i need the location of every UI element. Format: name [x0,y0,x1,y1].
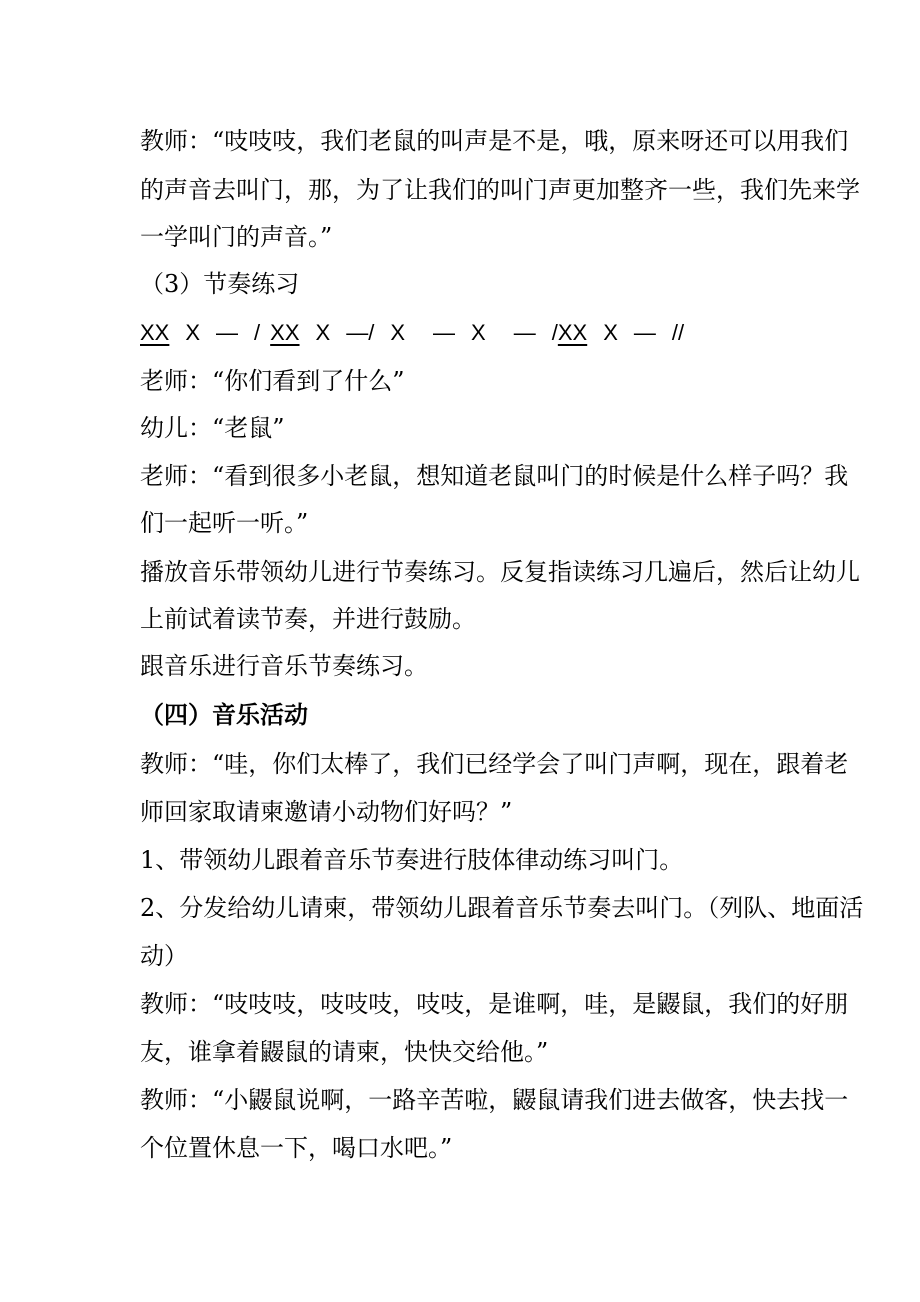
paragraph-line: 友，谁拿着鼹鼠的请柬，快快交给他。” [140,1038,549,1066]
paragraph-line: 老师：“你们看到了什么” [140,367,405,395]
paragraph-line: 教师：“吱吱吱，我们老鼠的叫声是不是，哦，原来呀还可以用我们 [140,127,849,155]
list-item: 2、分发给幼儿请柬，带领幼儿跟着音乐节奏去叫门。（列队、地面活 [140,894,864,922]
rhythm-dash: — [633,320,656,345]
paragraph-line: 教师：“吱吱吱，吱吱吱，吱吱，是谁啊，哇，是鼹鼠，我们的好朋 [140,990,849,1018]
rhythm-dash: — [216,320,239,345]
list-item: 动） [140,942,188,970]
rhythm-note: XX [140,320,170,345]
rhythm-bar: // [671,320,685,345]
rhythm-note: X [471,320,486,345]
paragraph-line: 上前试着读节奏，并进行鼓励。 [140,605,476,633]
rhythm-note: XX [270,320,300,345]
rhythm-note: X [390,320,406,345]
section-heading: （3）节奏练习 [140,270,300,298]
paragraph-line: 幼儿：“老鼠” [140,414,285,442]
paragraph-line: 师回家取请柬邀请小动物们好吗？” [140,798,513,826]
paragraph-line: 们一起听一听。” [140,509,309,537]
paragraph-line: 跟音乐进行音乐节奏练习。 [140,652,428,680]
rhythm-bar: / [551,320,558,345]
rhythm-note: X [315,320,331,345]
rhythm-note: X [603,320,618,345]
rhythm-dash: — [433,320,456,345]
rhythm-notation [140,318,684,348]
rhythm-dash: — [513,320,536,345]
rhythm-note: XX [557,320,588,345]
paragraph-line: 一学叫门的声音。” [140,223,333,251]
paragraph-line: 教师：“哇，你们太棒了，我们已经学会了叫门声啊，现在，跟着老 [140,750,849,778]
rhythm-note: X [185,320,201,345]
section-heading: （四）音乐活动 [140,700,308,729]
rhythm-bar: / [254,320,261,345]
paragraph-line: 个位置休息一下，喝口水吧。” [140,1134,453,1162]
rhythm-dash: —/ [346,320,375,345]
paragraph-line: 老师：“看到很多小老鼠，想知道老鼠叫门的时候是什么样子吗？我 [140,462,849,490]
paragraph-line: 教师：“小鼹鼠说啊，一路辛苦啦，鼹鼠请我们进去做客，快去找一 [140,1086,849,1114]
paragraph-line: 的声音去叫门，那，为了让我们的叫门声更加整齐一些，我们先来学 [140,176,860,204]
paragraph-line: 播放音乐带领幼儿进行节奏练习。反复指读练习几遍后，然后让幼儿 [140,558,860,586]
list-item: 1、带领幼儿跟着音乐节奏进行肢体律动练习叫门。 [140,846,684,874]
